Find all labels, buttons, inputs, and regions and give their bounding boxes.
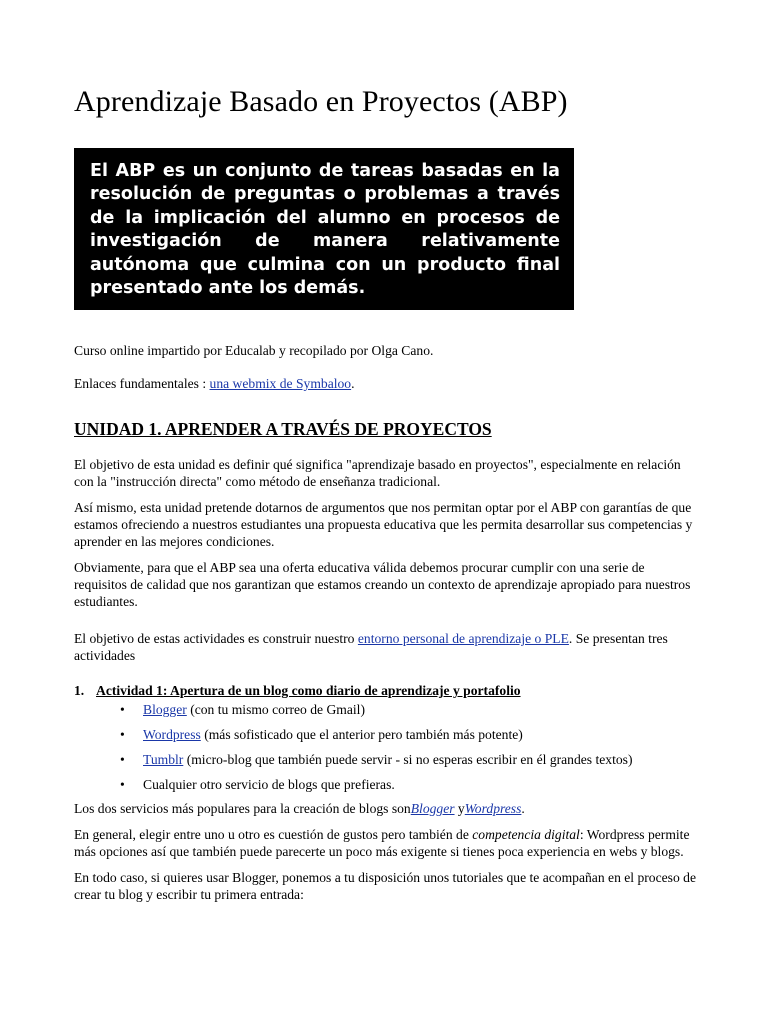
tumblr-link[interactable]: Tumblr	[143, 752, 184, 768]
key-links-line	[74, 375, 696, 392]
list-item-tumblr	[120, 751, 696, 768]
bullet-icon: •	[120, 752, 125, 768]
unit-paragraph-objective: El objetivo de esta unidad es definir qué significa "aprendizaje basado en proyectos", especialmente en relación con la "instrucción directa" como método de enseñanza tradicional.	[74, 457, 681, 490]
key-links-suffix: .	[351, 376, 355, 392]
key-links-label: Enlaces fundamentales :	[74, 376, 210, 392]
activities-intro-suffix: . Se presentan tres actividades	[74, 631, 668, 664]
document-content	[74, 84, 696, 903]
list-item-blogger	[120, 701, 696, 718]
bullet-icon: •	[120, 727, 125, 743]
ple-link[interactable]: entorno personal de aprendizaje o PLE	[357, 631, 569, 647]
blogger-link[interactable]: Blogger	[143, 702, 187, 718]
unit-paragraph-quality: Obviamente, para que el ABP sea una oferta educativa válida debemos procurar cumplir con una serie de requisitos de calidad que nos garantizan que estamos creando un contexto de aprendizaje apropiado para nuestros estudiantes.	[74, 560, 691, 610]
list-item-wordpress	[120, 726, 696, 743]
digital-competence-emphasis: competencia digital	[472, 827, 580, 843]
blog-services-list	[74, 701, 696, 793]
list-item-text: (micro-blog que también puede servir - si no esperas escribir en él grandes textos)	[183, 752, 633, 768]
course-credit: Curso online impartido por Educalab y recopilado por Olga Cano.	[74, 343, 434, 359]
blogger-inline-link-text: Blogger	[410, 801, 455, 817]
unit-heading: UNIDAD 1. APRENDER A TRAVÉS DE PROYECTOS	[74, 419, 492, 440]
popular-services-conjunction: y	[454, 801, 465, 817]
unit-paragraph-arguments: Así mismo, esta unidad pretende dotarnos de argumentos que nos permitan optar por el ABP con garantías de que estamos ofreciendo a nuestros estudiantes una propuesta educativa que les permita desarrollar sus competencias y aprender en las mejores condiciones.	[74, 500, 693, 550]
popular-services-paragraph	[74, 800, 696, 817]
page-title: Aprendizaje Basado en Proyectos (ABP)	[74, 85, 568, 118]
general-paragraph	[74, 826, 696, 860]
activity-1-heading	[74, 682, 696, 699]
activities-intro	[74, 630, 696, 664]
symbaloo-webmix-link[interactable]: una webmix de Symbaloo	[209, 376, 352, 392]
activity-1-title: Actividad 1: Apertura de un blog como diario de aprendizaje y portafolio	[96, 683, 521, 699]
wordpress-link[interactable]: Wordpress	[143, 727, 201, 743]
blogger-inline-link[interactable]	[411, 801, 455, 816]
bullet-icon: •	[120, 702, 125, 718]
general-text: En general, elegir entre uno u otro es cuestión de gustos pero también de	[74, 827, 473, 843]
activity-1-number: 1.	[74, 683, 85, 699]
popular-services-suffix: .	[521, 801, 525, 817]
activities-intro-text: El objetivo de estas actividades es construir nuestro	[74, 631, 358, 647]
list-item-text: (con tu mismo correo de Gmail)	[186, 702, 365, 718]
bullet-icon: •	[120, 777, 125, 793]
list-item-other	[120, 776, 696, 793]
tutorials-paragraph: En todo caso, si quieres usar Blogger, ponemos a tu disposición unos tutoriales que te acompañan en el proceso de crear tu blog y escribir tu primera entrada:	[74, 870, 696, 903]
list-item-text: Cualquier otro servicio de blogs que prefieras.	[143, 777, 395, 793]
general-text-continued: : Wordpress permite más opciones así que también puede parecerte un poco más exigente si tienes poca experiencia en webs y blogs.	[74, 827, 690, 860]
wordpress-inline-link-text: Wordpress	[464, 801, 522, 817]
wordpress-inline-link[interactable]	[464, 801, 525, 817]
popular-services-text: Los dos servicios más populares para la creación de blogs son	[74, 801, 411, 817]
list-item-text: (más sofisticado que el anterior pero también más potente)	[200, 727, 523, 743]
definition-callout: El ABP es un conjunto de tareas basadas en la resolución de preguntas o problemas a través de la implicación del alumno en procesos de investigación de manera relativamente autónoma que culmina con un producto final presentado ante los demás.	[74, 148, 574, 310]
